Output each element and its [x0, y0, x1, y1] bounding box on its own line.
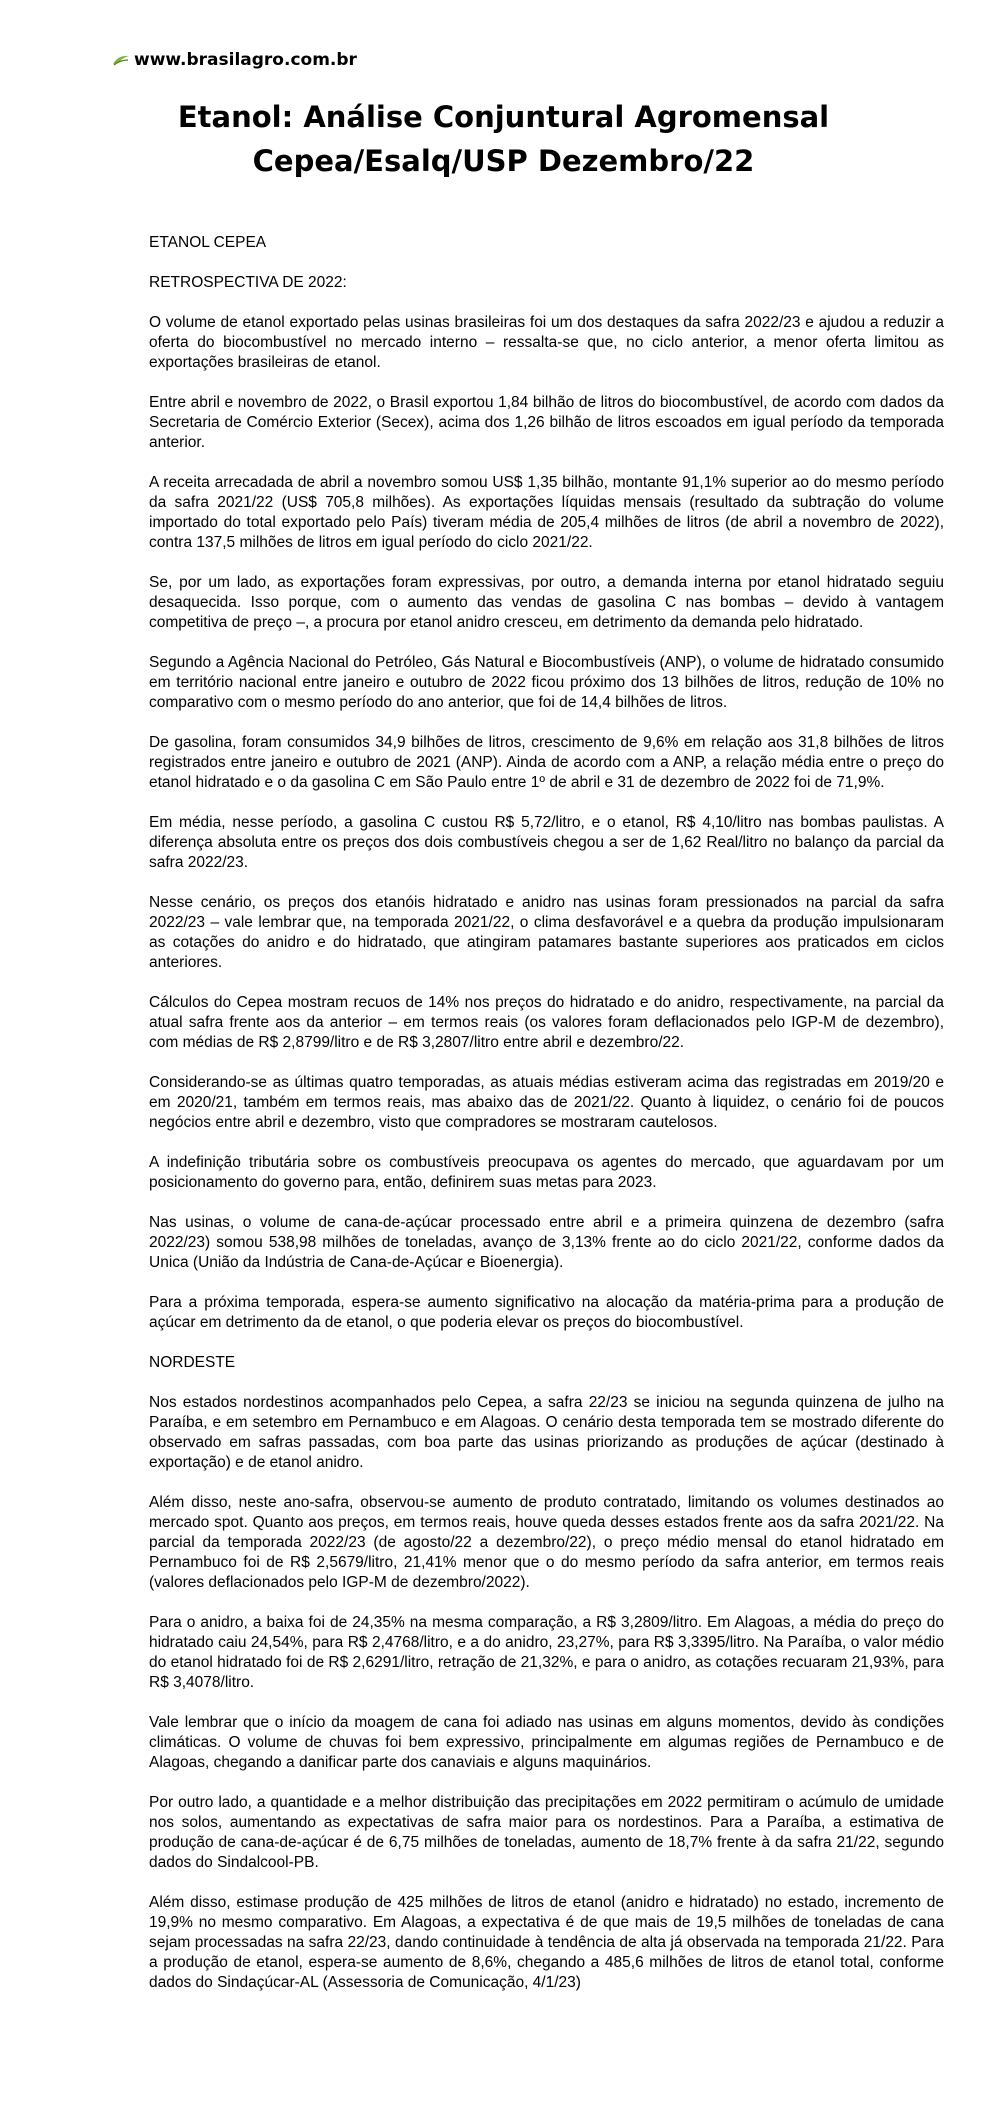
paragraph: Para a próxima temporada, espera-se aumento significativo na alocação da matéria-prima para a produção de açúcar em detrimento da de etanol, o que poderia elevar os preços do biocombustível. — [149, 1294, 944, 1331]
paragraph: Segundo a Agência Nacional do Petróleo, Gás Natural e Biocombustíveis (ANP), o volume de hidratado consumido em território nacional entre janeiro e outubro de 2022 ficou próximo dos 13 bilhões de litros, redução de 10% no comparativo com o mesmo período do ano anterior, que foi de 14,4 bilhões de litros. — [149, 654, 944, 711]
paragraph: Se, por um lado, as exportações foram expressivas, por outro, a demanda interna por etanol hidratado seguiu desaquecida. Isso porque, com o aumento das vendas de gasolina C nas bombas – devido à vantagem competitiva de preço –, a procura por etanol anidro cresceu, em detrimento da demanda pelo hidratado. — [149, 574, 944, 631]
site-url[interactable]: www.brasilagro.com.br — [134, 50, 357, 70]
title-line-2: Cepea/Esalq/USP Dezembro/22 — [252, 144, 755, 178]
section-heading: ETANOL CEPEA — [149, 234, 267, 251]
paragraph: Vale lembrar que o início da moagem de cana foi adiado nas usinas em alguns momentos, devido às condições climáticas. O volume de chuvas foi bem expressivo, principalmente em algumas regiões de Pernambuco e de Alagoas, chegando a danificar parte dos canaviais e alguns maquinários. — [149, 1714, 944, 1771]
paragraph: De gasolina, foram consumidos 34,9 bilhões de litros, crescimento de 9,6% em relação aos 31,8 bilhões de litros registrados entre janeiro e outubro de 2021 (ANP). Ainda de acordo com a ANP, a relação média entre o preço do etanol hidratado e o da gasolina C em São Paulo entre 1º de abril e 31 de dezembro de 2022 foi de 71,9%. — [149, 734, 944, 791]
leaf-logo-icon — [112, 54, 130, 66]
paragraph: Além disso, estimase produção de 425 milhões de litros de etanol (anidro e hidratado) no estado, incremento de 19,9% no mesmo comparativo. Em Alagoas, a expectativa é de que mais de 19,5 milhões de toneladas de cana sejam processadas na safra 22/23, dando continuidade à tendência de alta já observada na temporada 21/22. Para a produção de etanol, espera-se aumento de 8,6%, chegando a 485,6 milhões de litros de etanol total, conforme dados do Sindaçúcar-AL (Assessoria de Comunicação, 4/1/23) — [149, 1894, 944, 1991]
article-body — [149, 233, 944, 2013]
paragraph: Além disso, neste ano-safra, observou-se aumento de produto contratado, limitando os volumes destinados ao mercado spot. Quanto aos preços, em termos reais, houve queda desses estados frente aos da safra 2021/22. Na parcial da temporada 2022/23 (de agosto/22 a dezembro/22), o preço médio mensal do etanol hidratado em Pernambuco foi de R$ 2,5679/litro, 21,41% menor que o do mesmo período da safra anterior, em termos reais (valores deflacionados pelo IGP-M de dezembro/2022). — [149, 1494, 944, 1591]
paragraph: O volume de etanol exportado pelas usinas brasileiras foi um dos destaques da safra 2022/23 e ajudou a reduzir a oferta do biocombustível no mercado interno – ressalta-se que, no ciclo anterior, a menor oferta limitou as exportações brasileiras de etanol. — [149, 314, 944, 371]
paragraph: A indefinição tributária sobre os combustíveis preocupava os agentes do mercado, que aguardavam por um posicionamento do governo para, então, definirem suas metas para 2023. — [149, 1154, 944, 1191]
site-header — [112, 50, 357, 70]
paragraph: Nesse cenário, os preços dos etanóis hidratado e anidro nas usinas foram pressionados na parcial da safra 2022/23 – vale lembrar que, na temporada 2021/22, o clima desfavorável e a quebra da produção impulsionaram as cotações do anidro e do hidratado, que atingiram patamares bastante superiores aos praticados em ciclos anteriores. — [149, 894, 944, 971]
section-heading: RETROSPECTIVA DE 2022: — [149, 274, 347, 291]
paragraph: Por outro lado, a quantidade e a melhor distribuição das precipitações em 2022 permitiram o acúmulo de umidade nos solos, aumentando as expectativas de safra maior para os nordestinos. Para a Paraíba, a estimativa de produção de cana-de-açúcar é de 6,75 milhões de toneladas, aumento de 18,7% frente à da safra 21/22, segundo dados do Sindalcool-PB. — [149, 1794, 944, 1871]
paragraph: Para o anidro, a baixa foi de 24,35% na mesma comparação, a R$ 3,2809/litro. Em Alagoas, a média do preço do hidratado caiu 24,54%, para R$ 2,4768/litro, e a do anidro, 23,27%, para R$ 3,3395/litro. Na Paraíba, o valor médio do etanol hidratado foi de R$ 2,6291/litro, retração de 21,32%, e para o anidro, as cotações recuaram 21,93%, para R$ 3,4078/litro. — [149, 1614, 944, 1691]
paragraph: Em média, nesse período, a gasolina C custou R$ 5,72/litro, e o etanol, R$ 4,10/litro nas bombas paulistas. A diferença absoluta entre os preços dos dois combustíveis chegou a ser de 1,62 Real/litro no balanço da parcial da safra 2022/23. — [149, 814, 944, 871]
paragraph: Nos estados nordestinos acompanhados pelo Cepea, a safra 22/23 se iniciou na segunda quinzena de julho na Paraíba, e em setembro em Pernambuco e em Alagoas. O cenário desta temporada tem se mostrado diferente do observado em safras passadas, com boa parte das usinas priorizando as produções de açúcar (destinado à exportação) e de etanol anidro. — [149, 1394, 944, 1471]
paragraph: A receita arrecadada de abril a novembro somou US$ 1,35 bilhão, montante 91,1% superior ao do mesmo período da safra 2021/22 (US$ 705,8 milhões). As exportações líquidas mensais (resultado da subtração do volume importado do total exportado pelo País) tiveram média de 205,4 milhões de litros (de abril a novembro de 2022), contra 137,5 milhões de litros em igual período do ciclo 2021/22. — [149, 474, 944, 551]
paragraph: Nas usinas, o volume de cana-de-açúcar processado entre abril e a primeira quinzena de dezembro (safra 2022/23) somou 538,98 milhões de toneladas, avanço de 3,13% frente ao do ciclo 2021/22, conforme dados da Unica (União da Indústria de Cana-de-Açúcar e Bioenergia). — [149, 1214, 944, 1271]
section-heading: NORDESTE — [149, 1354, 236, 1371]
paragraph: Cálculos do Cepea mostram recuos de 14% nos preços do hidratado e do anidro, respectivamente, na parcial da atual safra frente aos da anterior – em termos reais (os valores foram deflacionados pelo IGP-M de dezembro), com médias de R$ 2,8799/litro e de R$ 3,2807/litro entre abril e dezembro/22. — [149, 994, 944, 1051]
page-title — [0, 95, 1007, 183]
paragraph: Considerando-se as últimas quatro temporadas, as atuais médias estiveram acima das registradas em 2019/20 e em 2020/21, também em termos reais, mas abaixo das de 2021/22. Quanto à liquidez, o cenário foi de poucos negócios entre abril e dezembro, visto que compradores se mostraram cautelosos. — [149, 1074, 944, 1131]
title-line-1: Etanol: Análise Conjuntural Agromensal — [177, 100, 830, 134]
paragraph: Entre abril e novembro de 2022, o Brasil exportou 1,84 bilhão de litros do biocombustível, de acordo com dados da Secretaria de Comércio Exterior (Secex), acima dos 1,26 bilhão de litros escoados em igual período da temporada anterior. — [149, 394, 944, 451]
